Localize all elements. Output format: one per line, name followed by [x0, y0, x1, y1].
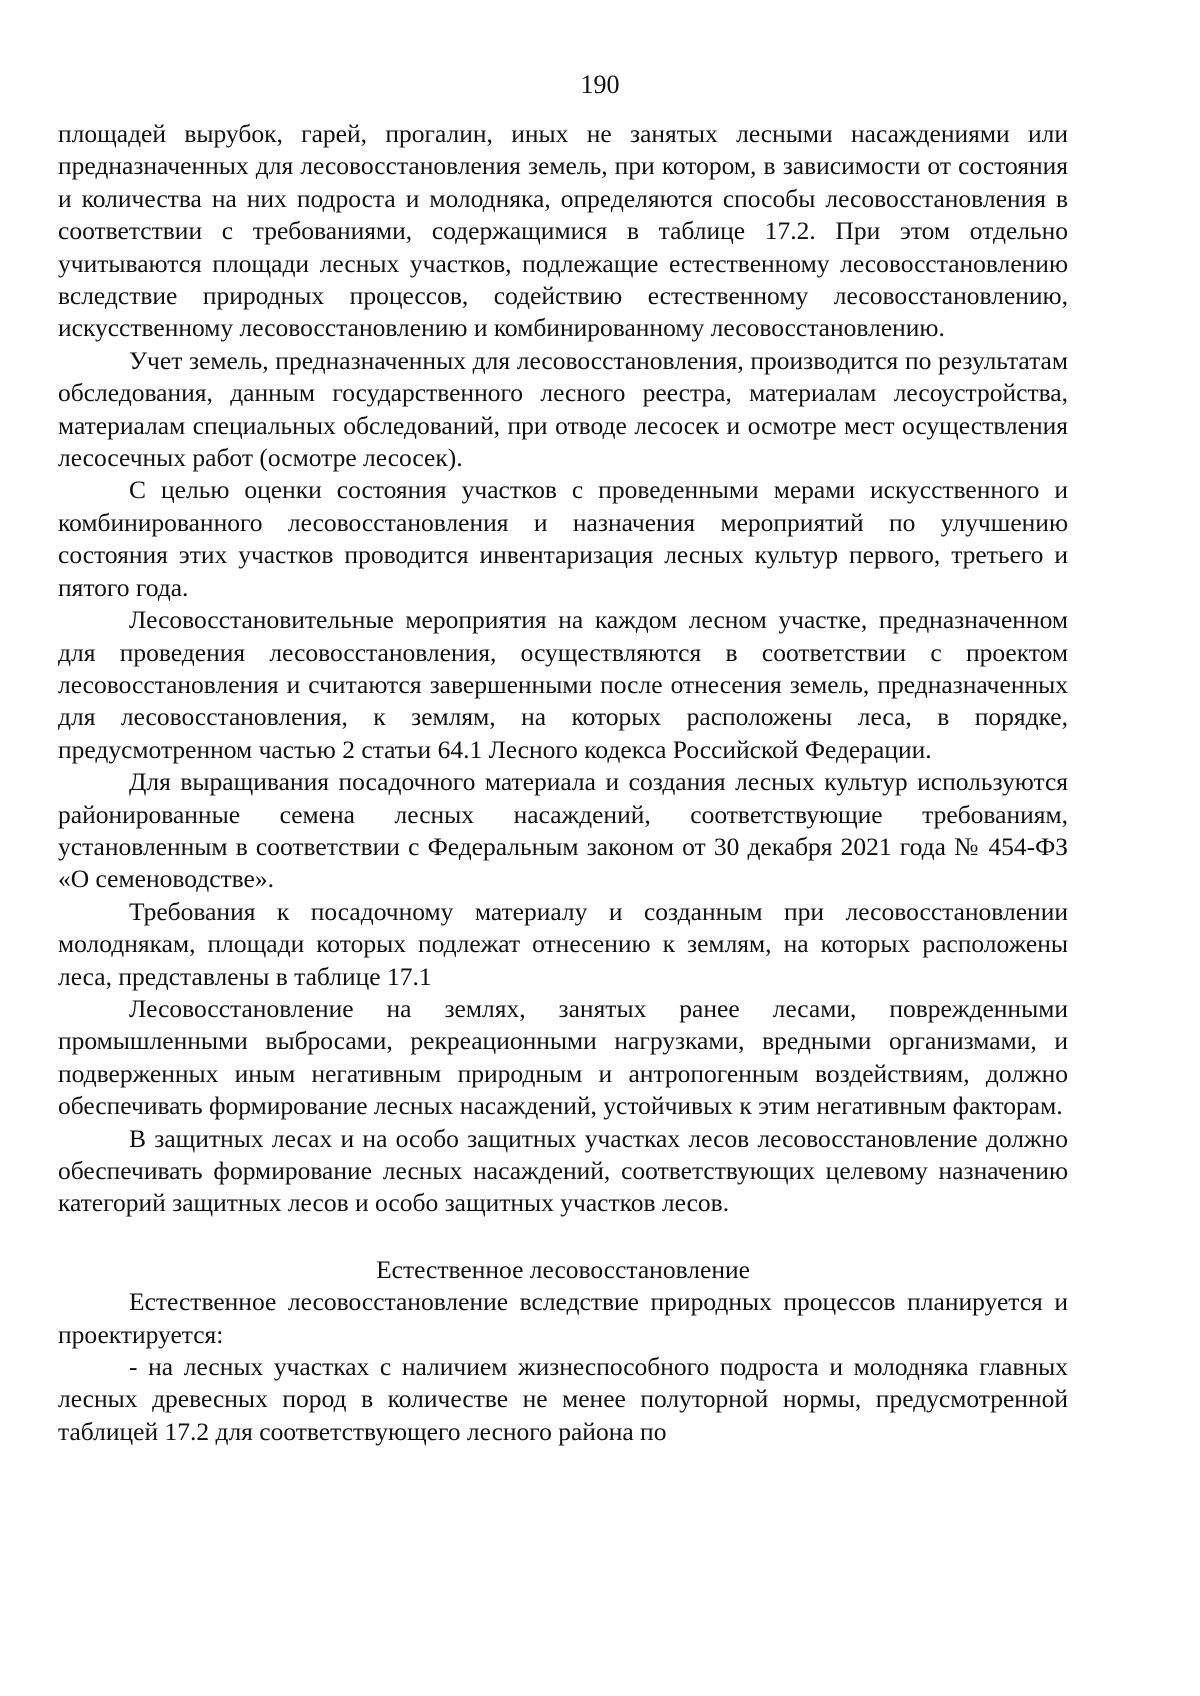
- page-number: 190: [580, 70, 620, 99]
- paragraph-planting-requirements: Требования к посадочному материалу и созданным при лесовосстановлении молоднякам, площади которых подлежат отнесению к землям, на которых расположены леса, представлены в таблице 17.1: [58, 896, 1068, 991]
- paragraph-damaged-lands: Лесовосстановление на землях, занятых ранее лесами, поврежденными промышленными выбросами, рекреационными нагрузками, вредными организмами, и подверженных иным негативным природным и антропогенным воздействиям, должно обеспечивать формирование лесных насаждений, устойчивых к этим негативным факторам.: [58, 993, 1068, 1121]
- list-item: - на лесных участках с наличием жизнеспособного подроста и молодняка главных лесных древесных пород в количестве не менее полуторной нормы, предусмотренной таблицей 17.2 для соответствующего лесного района по: [58, 1352, 1068, 1446]
- paragraph-continuation: площадей вырубок, гарей, прогалин, иных не занятых лесными насаждениями или предназначенных для лесовосстановления земель, при котором, в зависимости от состояния и количества на них подроста и молодняка, определяются способы лесовосстановления в соответствии с требованиями, содержащимися в таблице 17.2. При этом отдельно учитываются площади лесных участков, подлежащие естественному лесовосстановлению вследствие природных процессов, содействию естественному лесовосстановлению, искусственному лесовосстановлению и комбинированному лесовосстановлению.: [58, 119, 1068, 343]
- paragraph-protective-forests: В защитных лесах и на особо защитных участках лесов лесовосстановление должно обеспечивать формирование лесных насаждений, соответствующих целевому назначению категорий защитных лесов и особо защитных участков лесов.: [58, 1123, 1068, 1218]
- paragraph-land-accounting: Учет земель, предназначенных для лесовосстановления, производится по результатам обследования, данным государственного лесного реестра, материалам лесоустройства, материалам специальных обследований, при отводе лесосек и осмотре мест осуществления лесосечных работ (осмотре лесосек).: [58, 345, 1068, 473]
- section-heading: Естественное лесовосстановление: [376, 1254, 750, 1284]
- paragraph-seeds: Для выращивания посадочного материала и создания лесных культур используются районированные семена лесных насаждений, соответствующие требованиям, установленным в соответствии с Федеральным законом от 30 декабря 2021 года № 454-ФЗ «О семеноводстве».: [58, 767, 1068, 894]
- section-intro: Естественное лесовосстановление вследствие природных процессов планируется и проектируется:: [58, 1287, 1068, 1349]
- paragraph-reforestation-measures: Лесовосстановительные мероприятия на каждом лесном участке, предназначенном для проведения лесовосстановления, осуществляются в соответствии с проектом лесовосстановления и считаются завершенными после отнесения земель, предназначенных для лесовосстановления, к землям, на которых расположены леса, в порядке, предусмотренном частью 2 статьи 64.1 Лесного кодекса Российской Федерации.: [58, 605, 1068, 764]
- document-body: [58, 118, 1068, 1448]
- paragraph-inventory: С целью оценки состояния участков с проведенными мерами искусственного и комбинированного лесовосстановления и назначения мероприятий по улучшению состояния этих участков проводится инвентаризация лесных культур первого, третьего и пятого года.: [58, 475, 1068, 602]
